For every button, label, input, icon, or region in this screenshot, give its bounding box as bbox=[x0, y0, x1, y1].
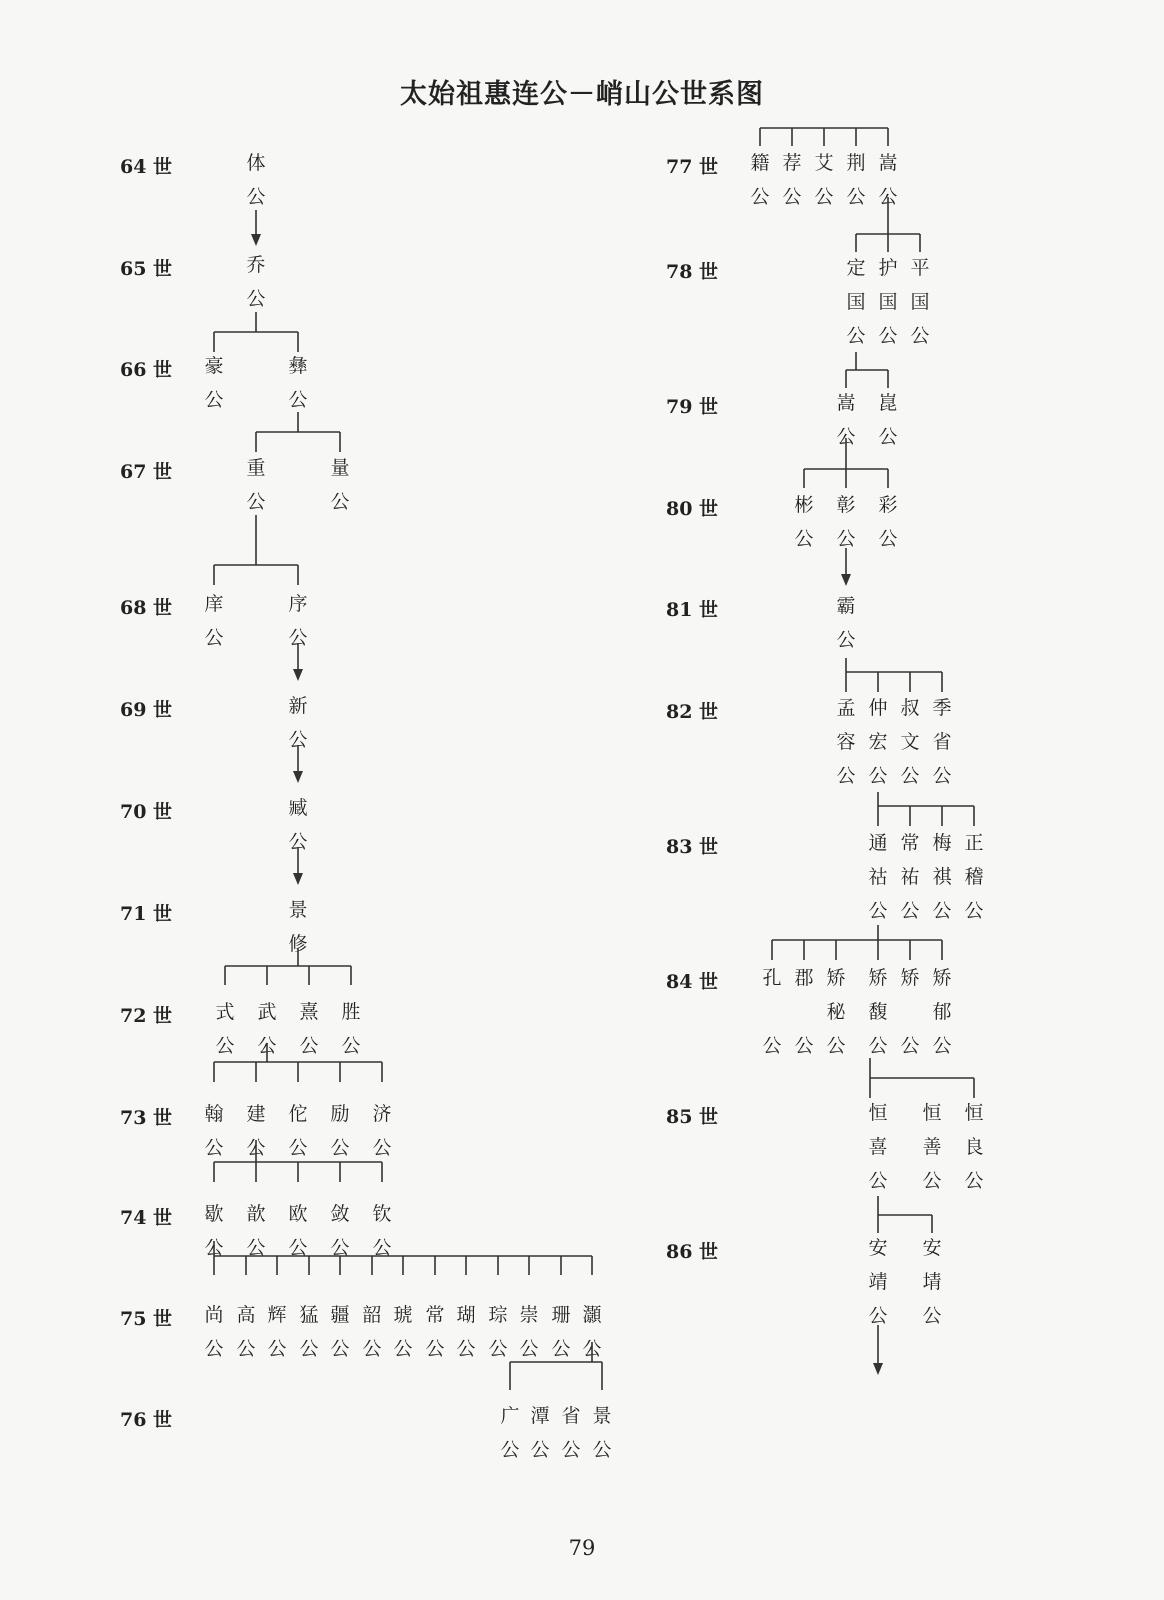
person-name-char: 公 bbox=[750, 186, 770, 208]
person-name-char: 公 bbox=[299, 1035, 319, 1057]
person-name-char: 公 bbox=[878, 186, 898, 208]
person-name-char: 馥 bbox=[868, 1001, 888, 1023]
person-name-char: 宏 bbox=[868, 731, 888, 753]
person-name: 高 bbox=[236, 1304, 256, 1326]
person-name-char: 公 bbox=[204, 1237, 224, 1259]
person-name-char: 公 bbox=[330, 1237, 350, 1259]
generation-label: 82 世 bbox=[666, 701, 719, 723]
descent-arrow bbox=[293, 771, 303, 783]
person-name-char: 公 bbox=[900, 1035, 920, 1057]
person-name-char: 公 bbox=[846, 325, 866, 347]
person-name-char: 公 bbox=[267, 1338, 287, 1360]
person-name-char: 公 bbox=[500, 1439, 520, 1461]
person-name: 广 bbox=[500, 1405, 520, 1427]
person-name-char: 公 bbox=[330, 491, 350, 513]
person-name: 省 bbox=[561, 1405, 581, 1427]
person-name-char: 公 bbox=[878, 528, 898, 550]
person-name-char: 公 bbox=[204, 627, 224, 649]
person-name: 定 bbox=[846, 257, 866, 279]
person-name: 彝 bbox=[288, 355, 308, 377]
person-name-char: 公 bbox=[836, 629, 856, 651]
person-name-char: 公 bbox=[922, 1305, 942, 1327]
person-name-char: 省 bbox=[932, 731, 952, 753]
person-name-char: 公 bbox=[910, 325, 930, 347]
person-name-char: 公 bbox=[204, 1338, 224, 1360]
person-name: 胜 bbox=[341, 1001, 361, 1023]
person-name: 钦 bbox=[372, 1203, 392, 1225]
person-name-char: 公 bbox=[814, 186, 834, 208]
person-name-char: 公 bbox=[288, 627, 308, 649]
person-name-char: 公 bbox=[846, 186, 866, 208]
person-name: 新 bbox=[288, 695, 308, 717]
person-name-char: 国 bbox=[878, 291, 898, 313]
person-name-char: 祜 bbox=[868, 866, 888, 888]
person-name-char: 修 bbox=[288, 933, 308, 955]
person-name: 豪 bbox=[204, 355, 224, 377]
person-name-char: 稽 bbox=[964, 866, 984, 888]
person-name-char: 公 bbox=[762, 1035, 782, 1057]
generation-label: 86 世 bbox=[666, 1241, 719, 1263]
person-name: 欧 bbox=[288, 1203, 308, 1225]
page-number: 79 bbox=[568, 1536, 596, 1560]
person-name-char: 公 bbox=[215, 1035, 235, 1057]
person-name: 式 bbox=[215, 1001, 235, 1023]
person-name: 安 bbox=[868, 1237, 888, 1259]
person-name-char: 公 bbox=[288, 1137, 308, 1159]
person-name-char: 公 bbox=[393, 1338, 413, 1360]
person-name-char: 公 bbox=[519, 1338, 539, 1360]
person-name: 灝 bbox=[582, 1304, 602, 1326]
person-name: 护 bbox=[878, 257, 898, 279]
descent-arrow bbox=[293, 669, 303, 681]
person-name-char: 公 bbox=[246, 1237, 266, 1259]
generation-label: 67 世 bbox=[120, 461, 173, 483]
person-name-char: 良 bbox=[964, 1136, 984, 1158]
person-name-char: 容 bbox=[836, 731, 856, 753]
person-name-char: 公 bbox=[868, 1170, 888, 1192]
person-name: 荆 bbox=[846, 152, 866, 174]
person-name-char: 公 bbox=[922, 1170, 942, 1192]
generation-label: 66 世 bbox=[120, 359, 173, 381]
person-name: 琥 bbox=[393, 1304, 413, 1326]
person-name: 矫 bbox=[900, 967, 920, 989]
person-name: 孟 bbox=[836, 697, 856, 719]
person-name: 籍 bbox=[750, 152, 770, 174]
person-name: 嵩 bbox=[878, 152, 898, 174]
person-name: 景 bbox=[592, 1405, 612, 1427]
generation-label: 81 世 bbox=[666, 599, 719, 621]
person-name-char: 公 bbox=[794, 528, 814, 550]
person-name-char: 靖 bbox=[868, 1271, 888, 1293]
person-name: 乔 bbox=[246, 254, 266, 276]
person-name: 仲 bbox=[868, 697, 888, 719]
person-name: 嵩 bbox=[836, 392, 856, 414]
person-name-char: 公 bbox=[330, 1338, 350, 1360]
person-name: 恒 bbox=[868, 1102, 888, 1124]
person-name: 矫 bbox=[868, 967, 888, 989]
person-name-char: 公 bbox=[878, 325, 898, 347]
person-name: 景 bbox=[288, 899, 308, 921]
person-name: 彩 bbox=[878, 494, 898, 516]
person-name-char: 公 bbox=[330, 1137, 350, 1159]
person-name: 常 bbox=[900, 832, 920, 854]
generation-label: 76 世 bbox=[120, 1409, 173, 1431]
person-name-char: 喜 bbox=[868, 1136, 888, 1158]
person-name-char: 国 bbox=[846, 291, 866, 313]
person-name: 矫 bbox=[932, 967, 952, 989]
person-name: 通 bbox=[868, 832, 888, 854]
person-name: 恒 bbox=[964, 1102, 984, 1124]
person-name-char: 埥 bbox=[922, 1271, 942, 1293]
person-name: 建 bbox=[246, 1103, 266, 1125]
generation-label: 85 世 bbox=[666, 1106, 719, 1128]
person-name: 重 bbox=[246, 457, 266, 479]
generation-label: 74 世 bbox=[120, 1207, 173, 1229]
generation-label: 72 世 bbox=[120, 1005, 173, 1027]
generation-label: 73 世 bbox=[120, 1107, 173, 1129]
person-name: 正 bbox=[964, 832, 984, 854]
person-name: 佗 bbox=[288, 1103, 308, 1125]
person-name-char: 公 bbox=[246, 491, 266, 513]
person-name-char: 公 bbox=[932, 1035, 952, 1057]
person-name: 恒 bbox=[922, 1102, 942, 1124]
person-name: 武 bbox=[257, 1001, 277, 1023]
person-name: 梅 bbox=[932, 832, 952, 854]
person-name: 平 bbox=[910, 257, 930, 279]
person-name-char: 公 bbox=[425, 1338, 445, 1360]
person-name: 矫 bbox=[826, 967, 846, 989]
descent-arrow bbox=[841, 574, 851, 586]
person-name-char: 公 bbox=[794, 1035, 814, 1057]
person-name-char: 公 bbox=[592, 1439, 612, 1461]
person-name: 彰 bbox=[836, 494, 856, 516]
person-name-char: 公 bbox=[236, 1338, 256, 1360]
person-name-char: 公 bbox=[341, 1035, 361, 1057]
person-name-char: 公 bbox=[246, 288, 266, 310]
person-name-char: 公 bbox=[288, 1237, 308, 1259]
person-name: 序 bbox=[288, 593, 308, 615]
person-name: 常 bbox=[425, 1304, 445, 1326]
person-name: 崑 bbox=[878, 392, 898, 414]
person-name-char: 公 bbox=[488, 1338, 508, 1360]
person-name: 崇 bbox=[519, 1304, 539, 1326]
person-name-char: 公 bbox=[932, 765, 952, 787]
person-name: 熹 bbox=[299, 1001, 319, 1023]
person-name-char: 公 bbox=[932, 900, 952, 922]
person-name-char: 公 bbox=[836, 765, 856, 787]
person-name: 疆 bbox=[330, 1304, 350, 1326]
person-name-char: 公 bbox=[826, 1035, 846, 1057]
person-name-char: 文 bbox=[900, 731, 920, 753]
generation-label: 64 世 bbox=[120, 156, 173, 178]
person-name: 艾 bbox=[814, 152, 834, 174]
person-name-char: 公 bbox=[868, 1305, 888, 1327]
person-name-char: 公 bbox=[868, 765, 888, 787]
person-name: 彬 bbox=[794, 494, 814, 516]
person-name-char: 公 bbox=[288, 389, 308, 411]
person-name: 孔 bbox=[762, 967, 782, 989]
person-name-char: 公 bbox=[246, 1137, 266, 1159]
person-name: 潭 bbox=[530, 1405, 550, 1427]
person-name-char: 郁 bbox=[932, 1001, 952, 1023]
person-name: 敛 bbox=[330, 1203, 350, 1225]
person-name: 体 bbox=[246, 152, 266, 174]
person-name-char: 公 bbox=[456, 1338, 476, 1360]
person-name: 量 bbox=[330, 457, 350, 479]
person-name-char: 公 bbox=[551, 1338, 571, 1360]
person-name-char: 公 bbox=[288, 729, 308, 751]
person-name-char: 公 bbox=[582, 1338, 602, 1360]
person-name: 辉 bbox=[267, 1304, 287, 1326]
person-name-char: 国 bbox=[910, 291, 930, 313]
person-name: 济 bbox=[372, 1103, 392, 1125]
person-name: 尚 bbox=[204, 1304, 224, 1326]
person-name-char: 公 bbox=[288, 831, 308, 853]
person-name: 歆 bbox=[246, 1203, 266, 1225]
person-name-char: 秘 bbox=[826, 1001, 846, 1023]
person-name-char: 公 bbox=[204, 1137, 224, 1159]
person-name: 歇 bbox=[204, 1203, 224, 1225]
person-name-char: 公 bbox=[964, 1170, 984, 1192]
person-name-char: 公 bbox=[204, 389, 224, 411]
person-name-char: 祐 bbox=[900, 866, 920, 888]
generation-label: 65 世 bbox=[120, 258, 173, 280]
generation-label: 69 世 bbox=[120, 699, 173, 721]
generation-label: 79 世 bbox=[666, 396, 719, 418]
person-name-char: 公 bbox=[257, 1035, 277, 1057]
person-name: 叔 bbox=[900, 697, 920, 719]
person-name: 韶 bbox=[362, 1304, 382, 1326]
page-title: 太始祖惠连公－峭山公世系图 bbox=[400, 79, 764, 110]
person-name: 猛 bbox=[299, 1304, 319, 1326]
generation-label: 77 世 bbox=[666, 156, 719, 178]
person-name-char: 公 bbox=[372, 1137, 392, 1159]
descent-arrow bbox=[251, 234, 261, 246]
descent-arrow bbox=[873, 1363, 883, 1375]
person-name: 励 bbox=[330, 1103, 350, 1125]
person-name-char: 公 bbox=[878, 426, 898, 448]
person-name-char: 公 bbox=[362, 1338, 382, 1360]
generation-label: 80 世 bbox=[666, 498, 719, 520]
generation-label: 70 世 bbox=[120, 801, 173, 823]
person-name: 翰 bbox=[204, 1103, 224, 1125]
person-name: 臧 bbox=[288, 797, 308, 819]
person-name-char: 祺 bbox=[932, 866, 952, 888]
generation-label: 78 世 bbox=[666, 261, 719, 283]
person-name-char: 公 bbox=[372, 1237, 392, 1259]
person-name-char: 公 bbox=[299, 1338, 319, 1360]
person-name-char: 公 bbox=[900, 765, 920, 787]
person-name: 琮 bbox=[488, 1304, 508, 1326]
generation-label: 84 世 bbox=[666, 971, 719, 993]
descent-arrow bbox=[293, 873, 303, 885]
person-name-char: 公 bbox=[868, 1035, 888, 1057]
person-name: 瑚 bbox=[456, 1304, 476, 1326]
person-name-char: 公 bbox=[836, 528, 856, 550]
person-name: 庠 bbox=[204, 593, 224, 615]
generation-label: 75 世 bbox=[120, 1308, 173, 1330]
person-name: 珊 bbox=[551, 1304, 571, 1326]
person-name-char: 公 bbox=[246, 186, 266, 208]
person-name: 荐 bbox=[782, 152, 802, 174]
person-name: 季 bbox=[932, 697, 952, 719]
person-name-char: 公 bbox=[836, 426, 856, 448]
person-name-char: 公 bbox=[561, 1439, 581, 1461]
person-name-char: 公 bbox=[868, 900, 888, 922]
generation-label: 83 世 bbox=[666, 836, 719, 858]
person-name-char: 公 bbox=[964, 900, 984, 922]
person-name: 安 bbox=[922, 1237, 942, 1259]
person-name-char: 善 bbox=[922, 1136, 942, 1158]
generation-label: 68 世 bbox=[120, 597, 173, 619]
person-name-char: 公 bbox=[782, 186, 802, 208]
person-name-char: 公 bbox=[900, 900, 920, 922]
person-name: 郡 bbox=[794, 967, 814, 989]
generation-label: 71 世 bbox=[120, 903, 173, 925]
person-name: 霸 bbox=[836, 595, 856, 617]
person-name-char: 公 bbox=[530, 1439, 550, 1461]
